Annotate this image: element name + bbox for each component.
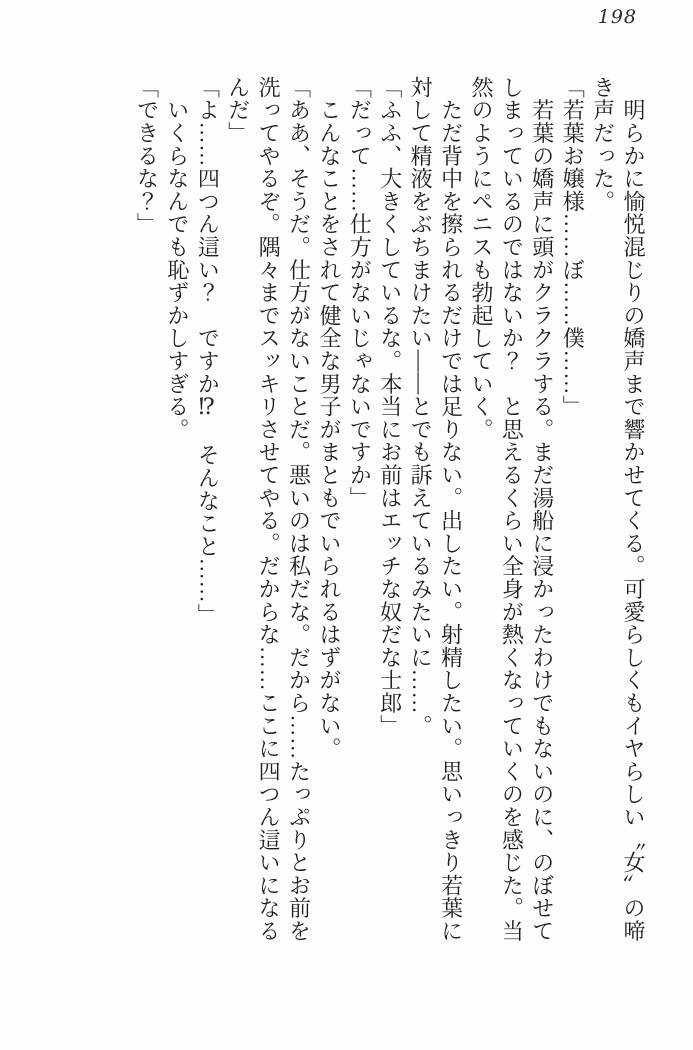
paragraph-narration: 若葉の嬌声に頭がクラクラする。まだ湯船に浸かったわけでもないのに、のぼせてしまっているのではないか？ と思えるくらい全身が熱くなっていくのを感じた。当然のようにペニスも勃起していく。 xyxy=(468,76,555,943)
paragraph-narration: ただ背中を擦られるだけでは足りない。出したい。射精したい。思いっきり若葉に対して精液をぶちまけたい――とでも訴えているみたいに……。 xyxy=(408,76,464,943)
paragraph-dialogue: 「できるな？」 xyxy=(134,76,160,236)
paragraph-narration: こんなことをされて健全な男子がまともでいられるはずがない。 xyxy=(316,76,342,760)
paragraph-dialogue: 「だって……仕方がないじゃないですか」 xyxy=(347,76,373,510)
paragraph-narration: 明らかに愉悦混じりの嬌声まで響かせてくる。可愛らしくもイヤらしい〝女〟の啼き声だった。 xyxy=(590,76,646,943)
paragraph-dialogue: 「ふふ、大きくしているな。本当にお前はエッチな奴だな士郎」 xyxy=(377,76,403,738)
page-number: 198 xyxy=(597,6,637,28)
paragraph-dialogue: 「よ……四つん這い？ ですか⁉ そんなこと……」 xyxy=(195,76,221,627)
paragraph-dialogue: 「ああ、そうだ。仕方がないことだ。悪いのは私だな。だから……たっぷりとお前を洗ってやるぞ。隅々までスッキリさせてやる。だからな……ここに四つん這いになるんだ」 xyxy=(225,76,312,943)
paragraph-dialogue: 「若葉お嬢様……ぼ……僕……」 xyxy=(560,76,586,418)
vertical-text-block xyxy=(131,76,648,943)
paragraph-narration: いくらなんでも恥ずかしすぎる。 xyxy=(164,76,190,441)
